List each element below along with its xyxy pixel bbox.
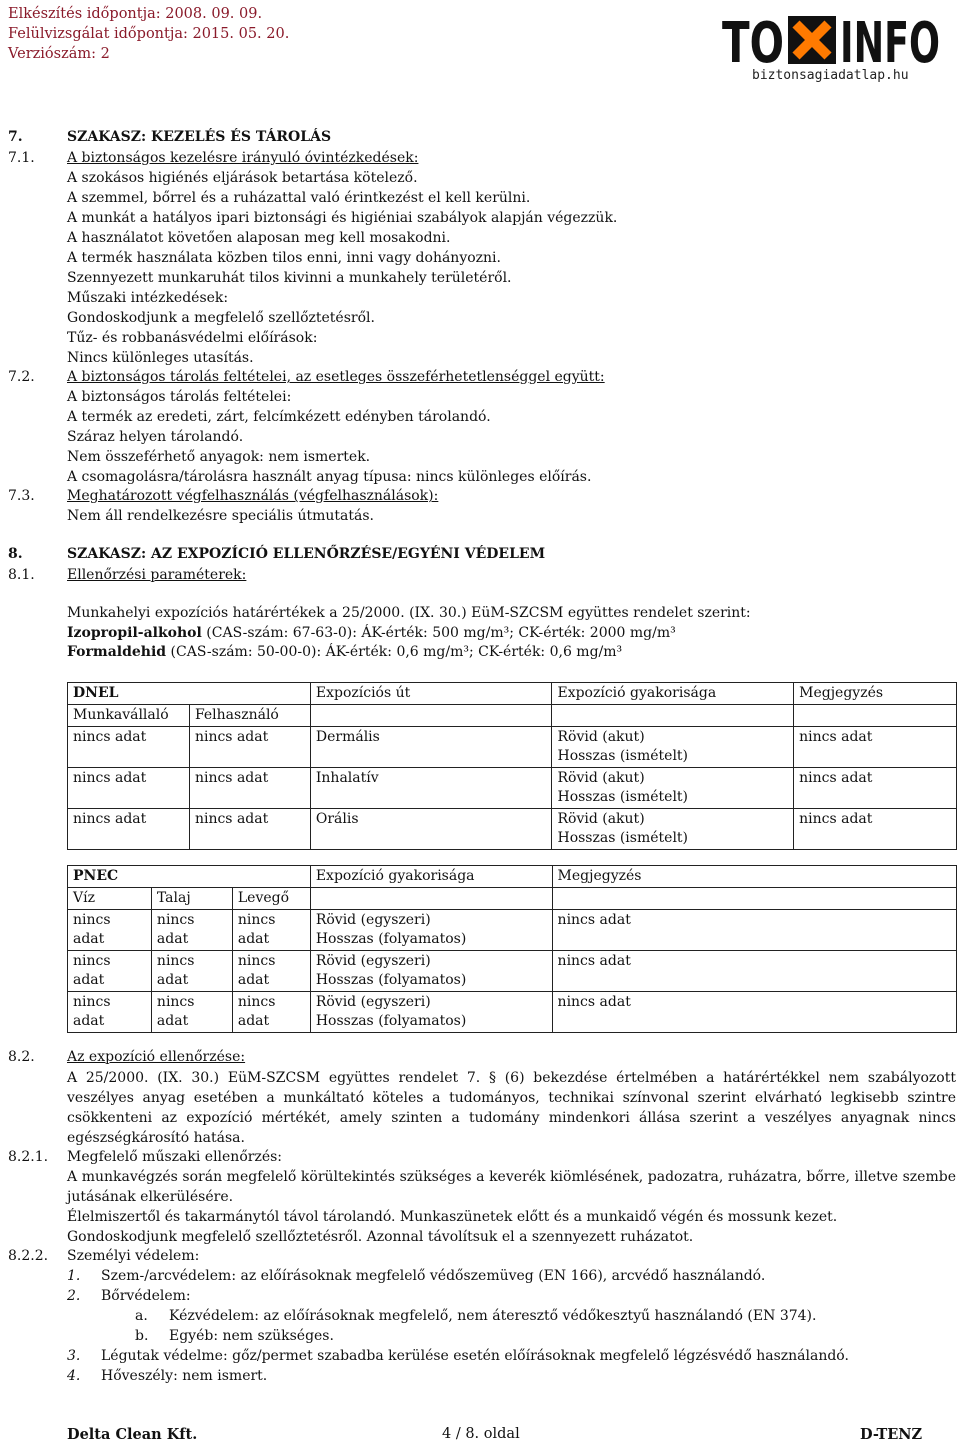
cell-line: nincs xyxy=(237,953,276,969)
table-header: PNEC xyxy=(68,866,311,888)
frequency-long: Hosszas (ismételt) xyxy=(557,748,689,764)
table-header: Expozíció gyakorisága xyxy=(310,866,552,888)
table-cell: nincs adat xyxy=(794,809,957,850)
table-row xyxy=(68,910,957,951)
table-subheader: Munkavállaló xyxy=(68,705,190,727)
table-cell: Orális xyxy=(310,809,552,850)
cell-line: adat xyxy=(73,972,105,988)
table-row xyxy=(68,951,957,992)
limit-isopropanol xyxy=(67,624,676,642)
sublist-number: a. xyxy=(135,1308,148,1324)
table-cell: Inhalatív xyxy=(310,768,552,809)
text-line: Tűz- és robbanásvédelmi előírások: xyxy=(67,330,318,346)
text-line: A használatot követően alaposan meg kell mosakodni. xyxy=(67,230,451,246)
text-line: Gondoskodjunk a megfelelő szellőztetésről. xyxy=(67,310,375,326)
table-cell xyxy=(151,992,232,1033)
cell-line: adat xyxy=(73,1013,105,1029)
limits-intro: Munkahelyi expozíciós határértékek a 25/2000. (IX. 30.) EüM-SZCSM együttes rendelet szerint: xyxy=(67,605,751,621)
section-7-1-number: 7.1. xyxy=(8,150,35,166)
text-line: A szemmel, bőrrel és a ruházattal való érintkezést el kell kerülni. xyxy=(67,190,531,206)
prepared-date: Elkészítés időpontja: 2008. 09. 09. xyxy=(8,6,263,22)
cell-line: adat xyxy=(237,972,270,988)
svg-text:INFO: INFO xyxy=(840,12,940,68)
table-cell: nincs adat xyxy=(794,768,957,809)
cell-line: nincs xyxy=(73,953,111,969)
document-header xyxy=(8,4,289,64)
table-cell: nincs adat xyxy=(552,951,956,992)
table-cell xyxy=(310,910,552,951)
section-7-number: 7. xyxy=(8,129,23,145)
text-line: Szennyezett munkaruhát tilos kivinni a munkahely területéről. xyxy=(67,270,512,286)
section-7-3-number: 7.3. xyxy=(8,488,35,504)
table-cell xyxy=(232,992,310,1033)
table-cell xyxy=(310,951,552,992)
svg-text:TO: TO xyxy=(722,12,784,68)
text-line: A szokásos higiénés eljárások betartása kötelező. xyxy=(67,170,418,186)
list-number: 1. xyxy=(67,1268,81,1284)
table-cell: nincs adat xyxy=(794,727,957,768)
list-item: Légutak védelme: gőz/permet szabadba kerülése esetén előírásoknak megfelelő légzésvédő használandó. xyxy=(101,1348,849,1364)
cell-line: adat xyxy=(156,1013,189,1029)
section-8-2-title: Az expozíció ellenőrzése: xyxy=(67,1049,246,1065)
list-number: 4. xyxy=(67,1368,81,1384)
table-header: Expozíció gyakorisága xyxy=(552,683,794,705)
table-subheader-row xyxy=(68,888,957,910)
section-7-title: SZAKASZ: KEZELÉS ÉS TÁROLÁS xyxy=(67,129,332,145)
table-row xyxy=(68,727,957,768)
logo-url: biztonsagiadatlap.hu xyxy=(752,68,909,83)
table-cell xyxy=(552,809,794,850)
cell-line: adat xyxy=(156,931,189,947)
table-subheader: Víz xyxy=(68,888,152,910)
frequency-long: Hosszas (folyamatos) xyxy=(315,931,467,947)
frequency-long: Hosszas (folyamatos) xyxy=(315,1013,467,1029)
exposure-paragraph: A 25/2000. (IX. 30.) EüM-SZCSM együttes rendelet 7. § (6) bekezdése értelmében a határértékkel nem szabályozott veszélyes anyag esetében a munkáltató köteles a tudományos, technikai színvonal szerint elvárható legkisebb szintre csökkenteni az expozíció mértékét, amely szinten a tudomány mindenkori állása szerint a veszélyes anyagnak nincs egészségkárosító hatása. xyxy=(67,1070,956,1146)
text-line: A csomagolásra/tárolásra használt anyag típusa: nincs különleges előírás. xyxy=(67,469,592,485)
cell-line: nincs xyxy=(156,953,195,969)
substance-name: Formaldehid xyxy=(67,644,167,660)
list-item: Szem-/arcvédelem: az előírásoknak megfelelő védőszemüveg (EN 166), arcvédő használandó. xyxy=(101,1268,766,1284)
cell-line: nincs xyxy=(156,994,195,1010)
frequency-short: Rövid (egyszeri) xyxy=(315,953,431,969)
table-header: Megjegyzés xyxy=(794,683,957,705)
text-line: A termék az eredeti, zárt, felcímkézett edényben tárolandó. xyxy=(67,409,491,425)
section-8-2-1-title: Megfelelő műszaki ellenőrzés: xyxy=(67,1149,283,1165)
text-line: Műszaki intézkedések: xyxy=(67,290,229,306)
section-8-2-1-number: 8.2.1. xyxy=(8,1149,49,1165)
frequency-long: Hosszas (ismételt) xyxy=(557,789,689,805)
text-line: Gondoskodjunk megfelelő szellőztetésről. Azonnal távolítsuk el a szennyezett ruházatot. xyxy=(67,1229,694,1245)
table-cell xyxy=(68,910,152,951)
text-line: Nincs különleges utasítás. xyxy=(67,350,254,366)
table-cell xyxy=(68,951,152,992)
table-header: DNEL xyxy=(68,683,311,705)
table-cell xyxy=(552,888,956,910)
frequency-short: Rövid (akut) xyxy=(557,729,645,745)
cell-line: nincs xyxy=(237,912,276,928)
cell-line: adat xyxy=(237,1013,270,1029)
table-cell xyxy=(232,951,310,992)
table-cell: nincs adat xyxy=(68,727,190,768)
table-cell: nincs adat xyxy=(189,809,310,850)
section-7-2-title: A biztonságos tárolás feltételei, az esetleges összeférhetetlenséggel együtt: xyxy=(67,369,605,385)
table-row xyxy=(68,768,957,809)
dnel-table xyxy=(67,682,957,850)
section-7-1-title: A biztonságos kezelésre irányuló óvintézkedések: xyxy=(67,150,419,166)
reviewed-date: Felülvizsgálat időpontja: 2015. 05. 20. xyxy=(8,26,290,42)
table-cell: nincs adat xyxy=(68,809,190,850)
sublist-item: Egyéb: nem szükséges. xyxy=(169,1328,334,1344)
frequency-long: Hosszas (folyamatos) xyxy=(315,972,467,988)
table-cell: nincs adat xyxy=(552,910,956,951)
version-number: Verziószám: 2 xyxy=(8,46,110,62)
list-number: 3. xyxy=(67,1348,81,1364)
table-cell: Dermális xyxy=(310,727,552,768)
toxinfo-logo xyxy=(722,12,940,68)
table-cell xyxy=(232,910,310,951)
footer-company: Delta Clean Kft. xyxy=(67,1426,198,1443)
table-cell xyxy=(552,705,794,727)
cell-line: adat xyxy=(237,931,270,947)
table-cell: nincs adat xyxy=(68,768,190,809)
table-header-row xyxy=(68,683,957,705)
sublist-number: b. xyxy=(135,1328,149,1344)
section-7-2-number: 7.2. xyxy=(8,369,35,385)
substance-name: Izopropil-alkohol xyxy=(67,625,202,641)
table-row xyxy=(68,809,957,850)
table-cell xyxy=(552,768,794,809)
list-item: Bőrvédelem: xyxy=(101,1288,191,1304)
table-cell xyxy=(151,951,232,992)
section-8-2-number: 8.2. xyxy=(8,1049,35,1065)
frequency-long: Hosszas (ismételt) xyxy=(557,830,689,846)
table-header: Megjegyzés xyxy=(552,866,956,888)
table-subheader-row xyxy=(68,705,957,727)
section-8-1-number: 8.1. xyxy=(8,567,35,583)
frequency-short: Rövid (akut) xyxy=(557,811,645,827)
limit-formaldehyde xyxy=(67,643,622,661)
footer-product: D-TENZ xyxy=(860,1426,923,1443)
text-line: Nem áll rendelkezésre speciális útmutatás. xyxy=(67,508,374,524)
section-8-title: SZAKASZ: AZ EXPOZÍCIÓ ELLENŐRZÉSE/EGYÉNI VÉDELEM xyxy=(67,546,546,562)
engineering-paragraph: A munkavégzés során megfelelő körültekintés szükséges a keverék kiömlésének, padozatra, ruházatra, bőrre, illetve szembe jutásának elkerülésére. xyxy=(67,1169,956,1205)
table-cell xyxy=(794,705,957,727)
pnec-table xyxy=(67,865,957,1033)
table-header: Expozíciós út xyxy=(310,683,552,705)
table-cell xyxy=(310,888,552,910)
text-line: A termék használata közben tilos enni, inni vagy dohányozni. xyxy=(67,250,501,266)
section-8-2-2-title: Személyi védelem: xyxy=(67,1248,200,1264)
table-row xyxy=(68,992,957,1033)
limit-values: (CAS-szám: 67-63-0): ÁK-érték: 500 mg/m³; CK-érték: 2000 mg/m³ xyxy=(201,625,676,641)
limit-values: (CAS-szám: 50-00-0): ÁK-érték: 0,6 mg/m³; CK-érték: 0,6 mg/m³ xyxy=(166,644,623,660)
table-cell xyxy=(552,727,794,768)
list-item: Hőveszély: nem ismert. xyxy=(101,1368,268,1384)
text-line: Nem összeférhető anyagok: nem ismertek. xyxy=(67,449,371,465)
cell-line: adat xyxy=(156,972,189,988)
table-cell: nincs adat xyxy=(552,992,956,1033)
table-subheader: Talaj xyxy=(151,888,232,910)
frequency-short: Rövid (egyszeri) xyxy=(315,994,431,1010)
section-7-3-title: Meghatározott végfelhasználás (végfelhasználások): xyxy=(67,488,439,504)
table-cell xyxy=(68,992,152,1033)
cell-line: nincs xyxy=(73,912,111,928)
section-8-2-2-number: 8.2.2. xyxy=(8,1248,49,1264)
table-cell xyxy=(151,910,232,951)
footer-page-number: 4 / 8. oldal xyxy=(442,1426,520,1442)
cell-line: nincs xyxy=(156,912,195,928)
text-line: A biztonságos tárolás feltételei: xyxy=(67,389,292,405)
table-cell: nincs adat xyxy=(189,768,310,809)
frequency-short: Rövid (egyszeri) xyxy=(315,912,431,928)
table-header-row xyxy=(68,866,957,888)
cell-line: nincs xyxy=(73,994,111,1010)
list-number: 2. xyxy=(67,1288,81,1304)
table-subheader: Levegő xyxy=(232,888,310,910)
text-line: Száraz helyen tárolandó. xyxy=(67,429,244,445)
table-subheader: Felhasználó xyxy=(189,705,310,727)
cell-line: adat xyxy=(73,931,105,947)
section-8-number: 8. xyxy=(8,546,23,562)
frequency-short: Rövid (akut) xyxy=(557,770,645,786)
table-cell: nincs adat xyxy=(189,727,310,768)
table-cell xyxy=(310,992,552,1033)
table-cell xyxy=(310,705,552,727)
sublist-item: Kézvédelem: az előírásoknak megfelelő, nem áteresztő védőkesztyű használandó (EN 374). xyxy=(169,1308,817,1324)
text-line: Élelmiszertől és takarmánytól távol tárolandó. Munkaszünetek előtt és a munkaidő végén és mossunk kezet. xyxy=(67,1209,838,1225)
section-8-1-title: Ellenőrzési paraméterek: xyxy=(67,567,247,583)
text-line: A munkát a hatályos ipari biztonsági és higiéniai szabályok alapján végezzük. xyxy=(67,210,618,226)
cell-line: nincs xyxy=(237,994,276,1010)
